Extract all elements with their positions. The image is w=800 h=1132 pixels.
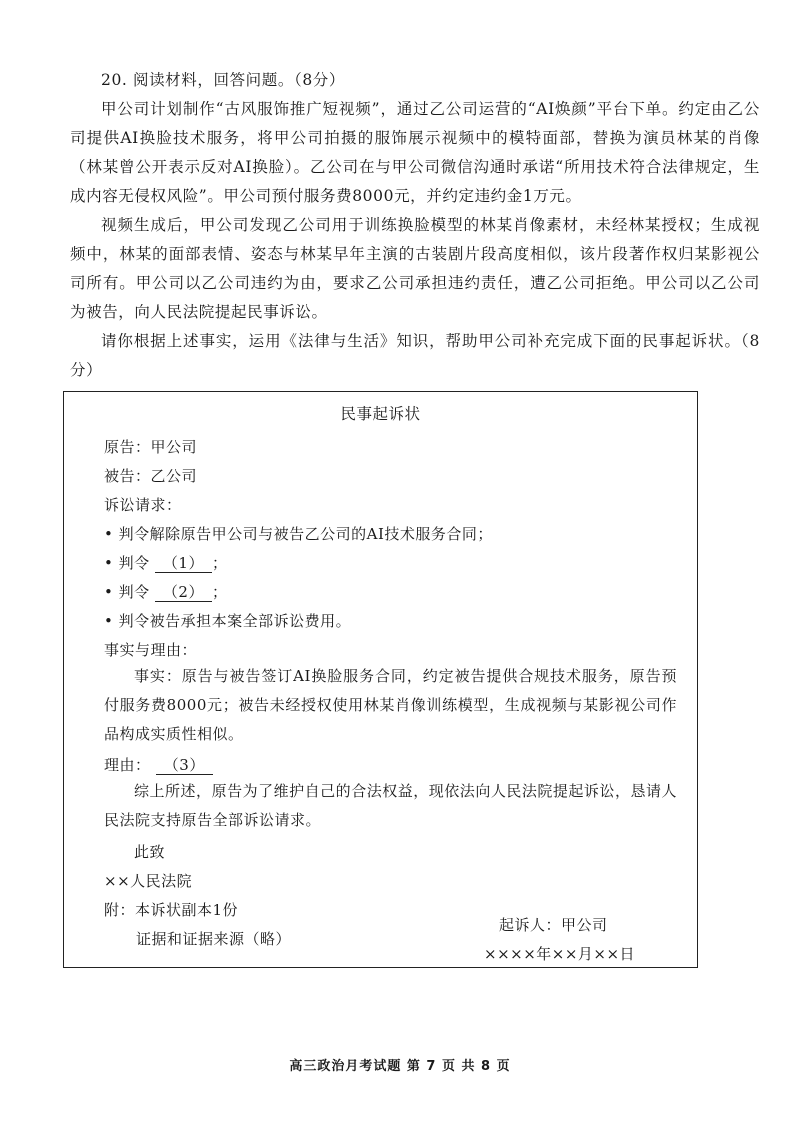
ci-zhi: 此致 — [134, 843, 166, 861]
question-header: 20. 阅读材料，回答问题。（8分） — [101, 71, 345, 89]
claim-item-2 — [104, 552, 227, 573]
question-block — [70, 66, 760, 385]
attachment-line-2: 证据和证据来源（略） — [136, 930, 292, 948]
plaintiff-line: 原告：甲公司 — [104, 438, 198, 456]
claim-item-3-prefix: • 判令 — [104, 583, 150, 601]
claim-item-2-suffix: ； — [211, 554, 228, 572]
page-footer: 高三政治月考试题 第 7 页 共 8 页 — [289, 1059, 511, 1074]
claim-item-2-prefix: • 判令 — [104, 554, 150, 572]
conclusion-paragraph: 综上所述，原告为了维护自己的合法权益，现依法向人民法院提起诉讼，恳请人民法院支持原告全部诉讼请求。 — [104, 782, 677, 829]
reason-line — [104, 754, 213, 775]
blank-1[interactable]: （1） — [155, 554, 212, 573]
facts-paragraph: 事实：原告与被告签订AI换脸服务合同，约定被告提供合规技术服务，原告预付服务费8000元；被告未经授权使用林某肖像训练模型，生成视频与某影视公司作品构成实质性相似。 — [104, 667, 677, 743]
facts-header: 事实与理由： — [104, 641, 198, 659]
blank-3[interactable]: （3） — [156, 756, 213, 775]
claims-header: 诉讼请求： — [104, 496, 182, 514]
court-name: ××人民法院 — [104, 872, 193, 890]
question-material-para-2: 视频生成后，甲公司发现乙公司用于训练换脸模型的林某肖像素材，未经林某授权；生成视频中，林某的面部表情、姿态与林某早年主演的古装剧片段高度相似，该片段著作权归某影视公司所有。甲公司以乙公司违约为由，要求乙公司承担违约责任，遭乙公司拒绝。甲公司以乙公司为被告，向人民法院提起民事诉讼。 — [70, 216, 760, 321]
question-prompt: 请你根据上述事实，运用《法律与生活》知识，帮助甲公司补充完成下面的民事起诉状。（8分） — [70, 332, 760, 379]
reason-prefix: 理由： — [104, 756, 151, 774]
claim-item-3-suffix: ； — [211, 583, 228, 601]
date-line: ××××年××月××日 — [484, 945, 636, 963]
blank-2[interactable]: （2） — [155, 583, 212, 602]
claim-item-3 — [104, 581, 227, 602]
claim-item-4: • 判令被告承担本案全部诉讼费用。 — [104, 612, 352, 630]
signer-line: 起诉人：甲公司 — [499, 916, 608, 934]
complaint-form — [63, 391, 698, 968]
defendant-line: 被告：乙公司 — [104, 467, 198, 485]
question-material-para-1: 甲公司计划制作“古风服饰推广短视频”，通过乙公司运营的“AI焕颜”平台下单。约定由乙公司提供AI换脸技术服务，将甲公司拍摄的服饰展示视频中的模特面部，替换为演员林某的肖像（林某曾公开表示反对AI换脸）。乙公司在与甲公司微信沟通时承诺“所用技术符合法律规定，生成内容无侵权风险”。甲公司预付服务费8000元，并约定违约金1万元。 — [70, 100, 760, 205]
complaint-title: 民事起诉状 — [340, 405, 421, 423]
claim-item-1: • 判令解除原告甲公司与被告乙公司的AI技术服务合同； — [104, 525, 493, 543]
attachment-line-1: 附：本诉状副本1份 — [104, 901, 239, 919]
